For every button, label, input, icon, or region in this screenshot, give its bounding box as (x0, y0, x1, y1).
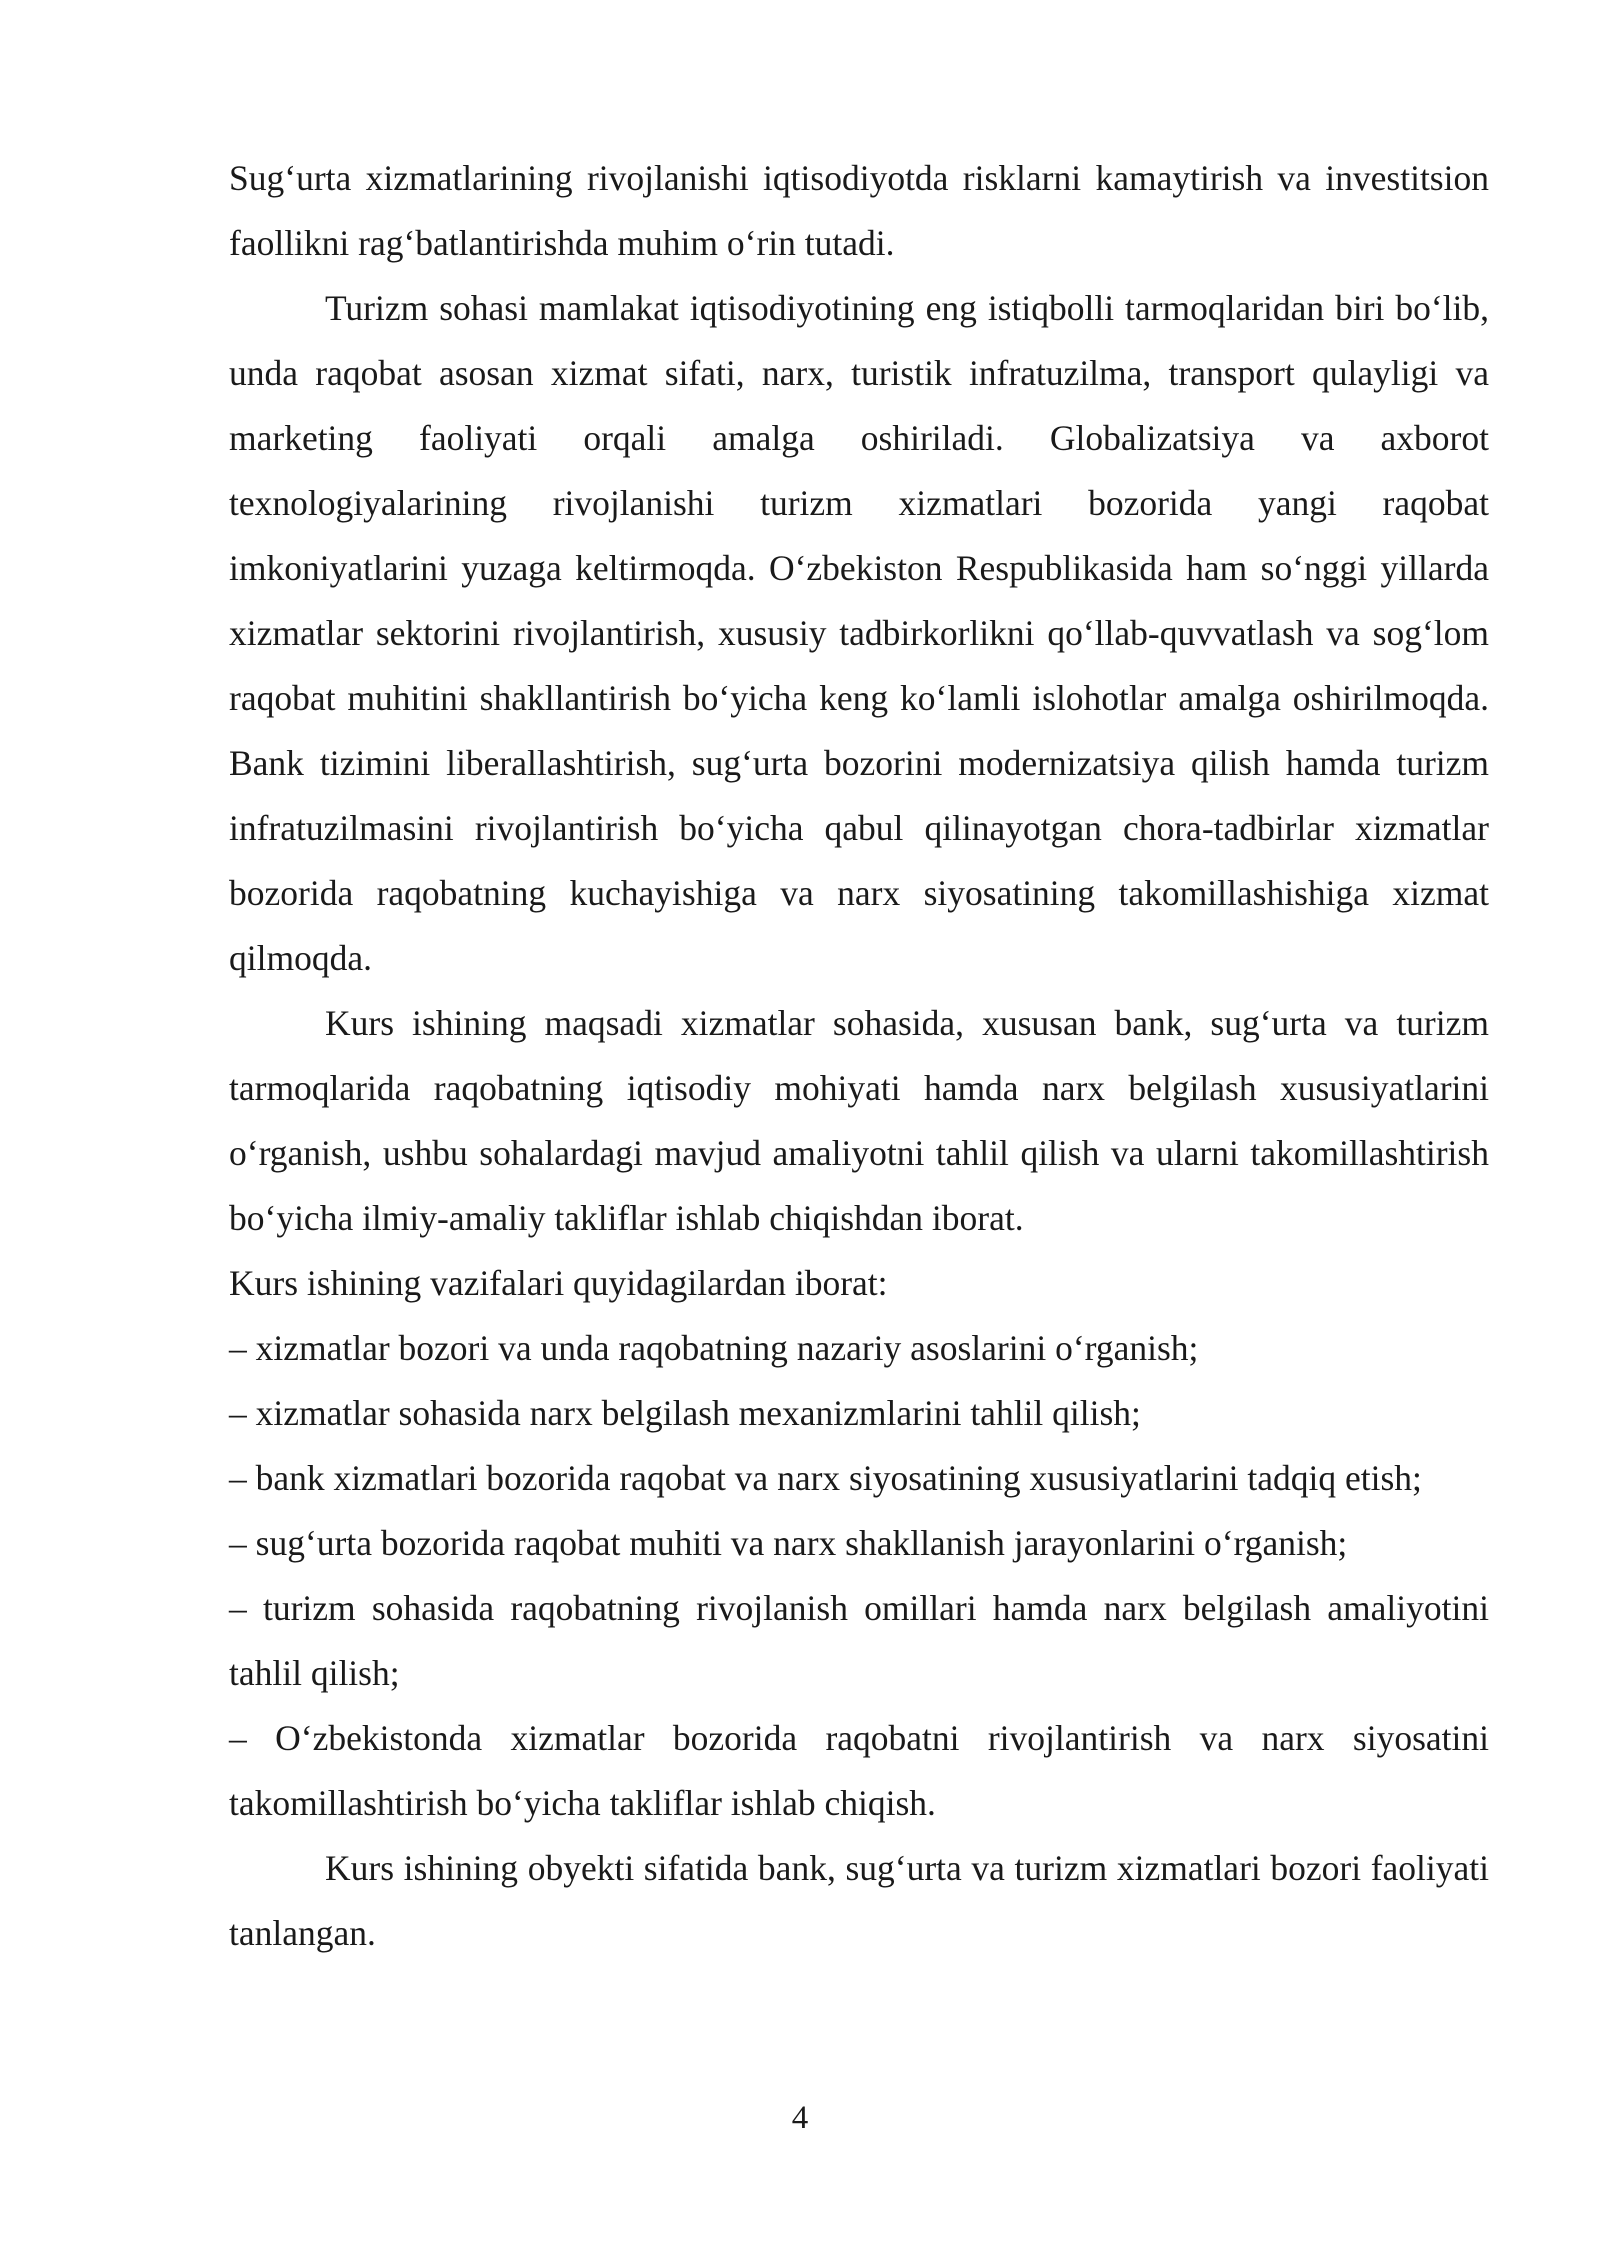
list-item-task-6: – O‘zbekistonda xizmatlar bozorida raqobatni rivojlantirish va narx siyosatini takomillashtirish bo‘yicha takliflar ishlab chiqish. (229, 1718, 1489, 1823)
paragraph-insurance-role: Sug‘urta xizmatlarining rivojlanishi iqtisodiyotda risklarni kamaytirish va investitsion faollikni rag‘batlantirishda muhim o‘rin tutadi. (229, 158, 1489, 263)
list-item-task-1: – xizmatlar bozori va unda raqobatning nazariy asoslarini o‘rganish; (229, 1328, 1199, 1368)
page-number: 4 (791, 2100, 809, 2136)
list-item-task-4: – sug‘urta bozorida raqobat muhiti va narx shakllanish jarayonlarini o‘rganish; (229, 1523, 1348, 1563)
list-item-task-3: – bank xizmatlari bozorida raqobat va narx siyosatining xususiyatlarini tadqiq etish; (229, 1458, 1422, 1498)
paragraph-tourism-competition: Turizm sohasi mamlakat iqtisodiyotining eng istiqbolli tarmoqlaridan biri bo‘lib, unda raqobat asosan xizmat sifati, narx, turistik infratuzilma, transport qulayligi va marketing faoliyati orqali amalga oshiriladi. Globalizatsiya va axborot texnologiyalarining rivojlanishi turizm xizmatlari bozorida yangi raqobat imkoniyatlarini yuzaga keltirmoqda. O‘zbekiston Respublikasida ham so‘nggi yillarda xizmatlar sektorini rivojlantirish, xususiy tadbirkorlikni qo‘llab-quvvatlash va sog‘lom raqobat muhitini shakllantirish bo‘yicha keng ko‘lamli islohotlar amalga oshirilmoqda. Bank tizimini liberallashtirish, sug‘urta bozorini modernizatsiya qilish hamda turizm infratuzilmasini rivojlantirish bo‘yicha qabul qilinayotgan chora-tadbirlar xizmatlar bozorida raqobatning kuchayishiga va narx siyosatining takomillashishiga xizmat qilmoqda. (229, 288, 1489, 978)
paragraph-course-goal: Kurs ishining maqsadi xizmatlar sohasida, xususan bank, sug‘urta va turizm tarmoqlarida raqobatning iqtisodiy mohiyati hamda narx belgilash xususiyatlarini o‘rganish, ushbu sohalardagi mavjud amaliyotni tahlil qilish va ularni takomillashtirish bo‘yicha ilmiy-amaliy takliflar ishlab chiqishdan iborat. (229, 1003, 1489, 1238)
list-item-task-5: – turizm sohasida raqobatning rivojlanish omillari hamda narx belgilash amaliyotini tahlil qilish; (229, 1588, 1489, 1693)
document-body (229, 146, 1489, 1966)
paragraph-tasks-intro: Kurs ishining vazifalari quyidagilardan iborat: (229, 1263, 888, 1303)
paragraph-research-object: Kurs ishining obyekti sifatida bank, sug‘urta va turizm xizmatlari bozori faoliyati tanlangan. (229, 1848, 1489, 1953)
list-item-task-2: – xizmatlar sohasida narx belgilash mexanizmlarini tahlil qilish; (229, 1393, 1141, 1433)
